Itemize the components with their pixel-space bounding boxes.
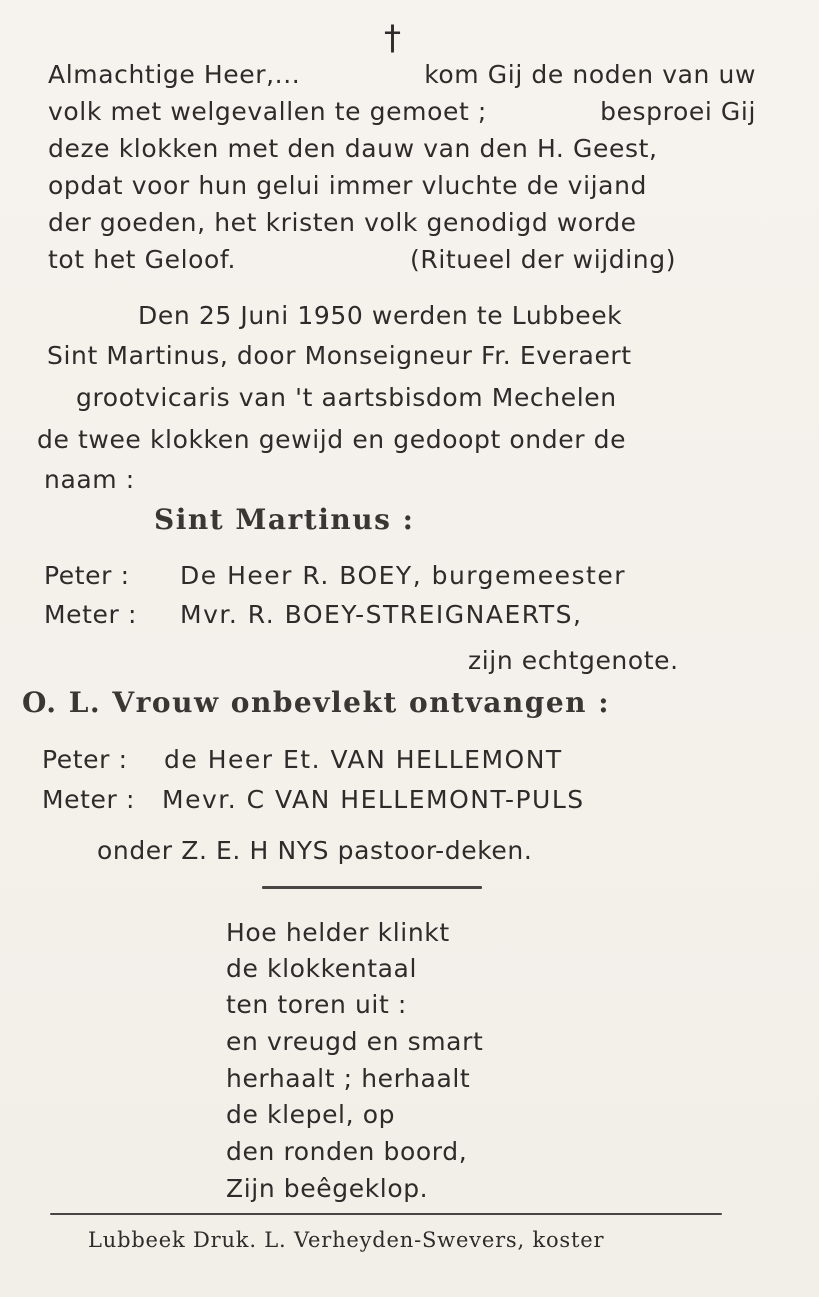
bell-1-meter-value: Mvr. R. BOEY-STREIGNAERTS,: [180, 600, 583, 629]
announcement-line-5: naam :: [44, 465, 135, 494]
poem-line-6: de klepel, op: [226, 1100, 396, 1129]
bell-1-meter-label: Meter :: [44, 600, 137, 629]
prayer-line-5: der goeden, het kristen volk genodigd worde: [48, 208, 637, 237]
prayer-line-4: opdat voor hun gelui immer vluchte de vijand: [48, 171, 648, 200]
poem-line-5: herhaalt ; herhaalt: [226, 1064, 471, 1093]
cross-icon: †: [384, 18, 401, 58]
prayer-line-2: volk met welgevallen te gemoet ; besproei Gij: [48, 97, 756, 126]
poem-line-4: en vreugd en smart: [226, 1027, 484, 1056]
poem-line-1: Hoe helder klinkt: [226, 918, 450, 947]
prayer-line-3: deze klokken met den dauw van den H. Geest,: [48, 134, 658, 163]
bell-1-title: Sint Martinus :: [154, 503, 415, 536]
section-divider: [262, 886, 482, 889]
poem-line-7: den ronden boord,: [226, 1137, 468, 1166]
bell-2-peter-value: de Heer Et. VAN HELLEMONT: [164, 745, 563, 774]
poem-line-8: Zijn beêgeklop.: [226, 1174, 429, 1203]
poem-line-2: de klokkentaal: [226, 954, 417, 983]
announcement-line-2: Sint Martinus, door Monseigneur Fr. Everaert: [47, 341, 632, 370]
printer-footer: Lubbeek Druk. L. Verheyden-Swevers, koster: [88, 1228, 605, 1252]
bell-2-peter-label: Peter :: [42, 745, 128, 774]
bell-2-pastor: onder Z. E. H NYS pastoor-deken.: [97, 836, 533, 865]
announcement-line-4: de twee klokken gewijd en gedoopt onder de: [37, 425, 627, 454]
prayer-line-6a: tot het Geloof.: [48, 245, 237, 274]
bell-1-peter-label: Peter :: [44, 561, 130, 590]
prayer-source: (Ritueel der wijding): [410, 245, 677, 274]
footer-divider: [50, 1213, 722, 1215]
announcement-line-3: grootvicaris van 't aartsbisdom Mechelen: [76, 383, 617, 412]
prayer-line-1: Almachtige Heer,... kom Gij de noden van uw: [48, 60, 756, 89]
bell-2-meter-value: Mevr. C VAN HELLEMONT-PULS: [162, 785, 585, 814]
bell-1-peter-value: De Heer R. BOEY, burgemeester: [180, 561, 626, 590]
announcement-date-line: Den 25 Juni 1950 werden te Lubbeek: [138, 301, 623, 330]
bell-2-title: O. L. Vrouw onbevlekt ontvangen :: [22, 686, 611, 719]
bell-2-meter-label: Meter :: [42, 785, 135, 814]
bell-1-meter-note: zijn echtgenote.: [468, 646, 679, 675]
poem-line-3: ten toren uit :: [226, 990, 407, 1019]
